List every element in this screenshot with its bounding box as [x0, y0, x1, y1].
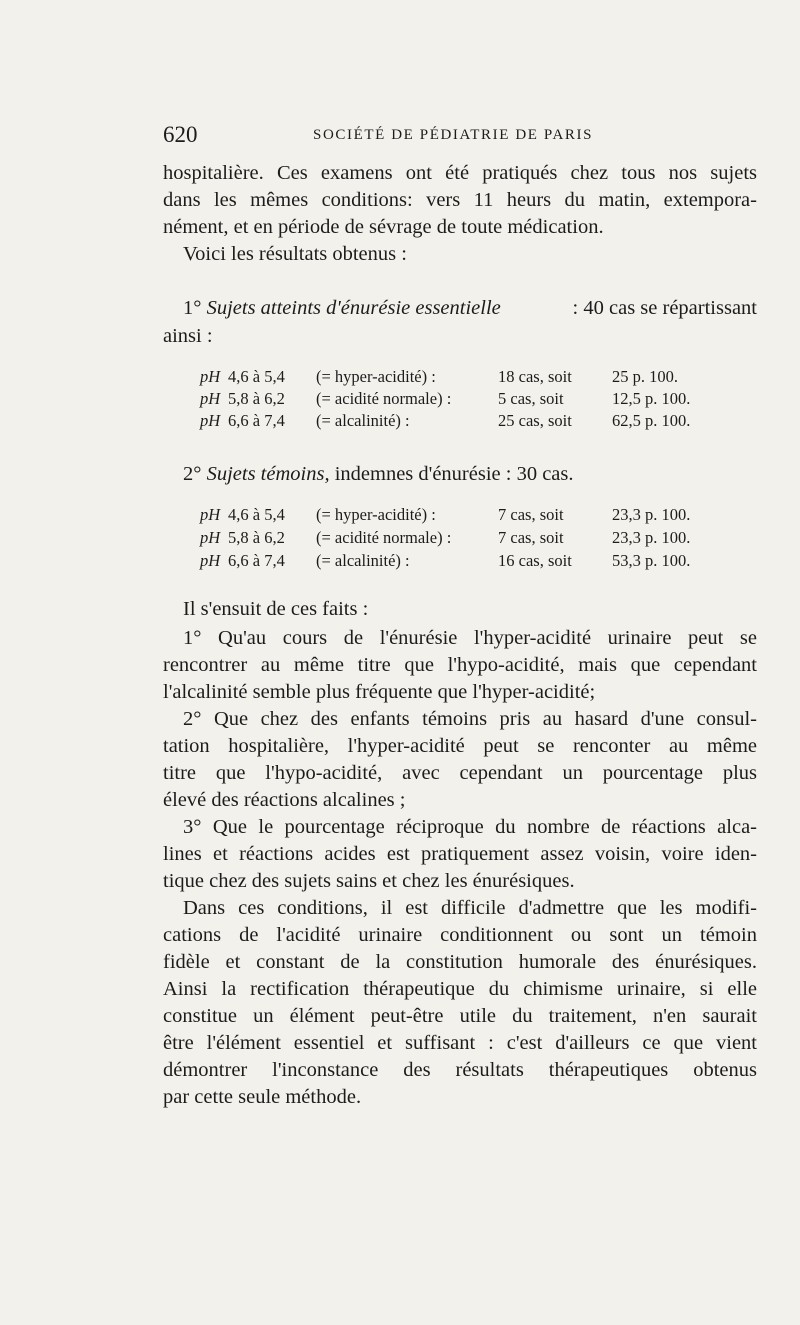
group1-continuation: ainsi :: [163, 325, 213, 347]
text-line: tique chez des sujets sains et chez les énurésiques.: [163, 870, 575, 892]
text-line: fidèle et constant de la constitution humorale des énurésiques.: [163, 951, 757, 973]
group2-number: 2°: [183, 463, 202, 485]
text-line: l'alcalinité semble plus fréquente que l'hyper-acidité;: [163, 681, 596, 703]
text-line: 3° Que le pourcentage réciproque du nombre de réactions alca-: [183, 816, 757, 838]
text-line: rencontrer au même titre que l'hypo-acidité, mais que cependant: [163, 654, 757, 676]
text-line: constitue un élément peut-être utile du traitement, n'en saurait: [163, 1005, 757, 1027]
text-line: élevé des réactions alcalines ;: [163, 789, 406, 811]
group1-title-rest: : 40 cas se répartissant: [572, 297, 757, 319]
text-line: par cette seule méthode.: [163, 1086, 362, 1108]
text-line: nément, et en période de sévrage de toute médication.: [163, 216, 604, 238]
running-head: SOCIÉTÉ DE PÉDIATRIE DE PARIS: [313, 127, 594, 143]
text-line: tation hospitalière, l'hyper-acidité peut se renconter au même: [163, 735, 757, 757]
text-line: Il s'ensuit de ces faits :: [183, 598, 369, 620]
text-line: lines et réactions acides est pratiquement assez voisin, voire iden-: [163, 843, 757, 865]
text-line: démontrer l'inconstance des résultats thérapeutiques obtenus: [163, 1059, 757, 1081]
group1-number: 1°: [183, 297, 202, 319]
page-header: [163, 122, 757, 152]
text-line: 1° Qu'au cours de l'énurésie l'hyper-acidité urinaire peut se: [183, 627, 757, 649]
document-page: 620 SOCIÉTÉ DE PÉDIATRIE DE PARIS hospitalière. Ces examens ont été pratiqués chez tous nos sujets dans les mêmes conditions: vers 11 heurs du matin, extempora- nément, et en période de sévrage de toute médication. Voici les résultats obtenus : 1° Sujets atteints d'énurésie essentielle : 40 cas se répartissant ainsi : pH 4,6 à 5,4 (= hyper-acidité) : 18 cas, soit 25 p. 100. pH 5,8 à 6,2 (= acidité normale) : 5 cas, soit 12,5 p. 100. pH 6,6 à 7,4 (= alcalinité) : 25 cas, soit 62,5 p. 100. 2° Sujets témoins, indemnes d'énurésie : 30 cas. pH 4,6 à 5,4 (= hyper-acidité) : 7 cas, soit 23,3 p. 100. pH 5,8 à 6,2 (= acidité normale) : 7 cas, soit 23,3 p. 100. pH 6,6 à 7,4 (= alcalinité) : 16 cas, soit 53,3 p. 100. Il s'ensuit de ces faits : 1° Qu'au cours de l'énurésie l'hyper-acidité urinaire peut se rencontrer au même titre que l'hypo-acidité, mais que cependant l'alcalinité semble plus fréquente que l'hyper-acidité; 2° Que chez des enfants témoins pris au hasard d'une consul- tation hospitalière, l'hyper-acidité peut se renconter au même titre que l'hypo-acidité, avec cependant un pourcentage plus élevé des réactions alcalines ; 3° Que le pourcentage réciproque du nombre de réactions alca- lines et réactions acides est pratiquement assez voisin, voire iden- tique chez des sujets sains et chez les énurésiques. Dans ces conditions, il est difficile d'admettre que les modifi- cations de l'acidité urinaire conditionnent ou sont un témoin fidèle et constant de la constitution humorale des énurésiques. Ainsi la rectification thérapeutique du chimisme urinaire, si elle constitue un élément peut-être utile du traitement, n'en saurait être l'élément essentiel et suffisant : c'est d'ailleurs ce que vient démontrer l'inconstance des résultats thérapeutiques obtenus par cette seule méthode.: [0, 0, 800, 1325]
text-line: Ainsi la rectification thérapeutique du chimisme urinaire, si elle: [163, 978, 757, 1000]
text-line: cations de l'acidité urinaire conditionnent ou sont un témoin: [163, 924, 757, 946]
page-number: 620: [163, 122, 198, 147]
group2-title: Sujets témoins,: [206, 463, 330, 485]
text-line: dans les mêmes conditions: vers 11 heurs du matin, extempora-: [163, 189, 757, 211]
text-line: être l'élément essentiel et suffisant : c'est d'ailleurs ce que vient: [163, 1032, 757, 1054]
text-line: Dans ces conditions, il est difficile d'admettre que les modifi-: [183, 897, 757, 919]
text-line: titre que l'hypo-acidité, avec cependant un pourcentage plus: [163, 762, 757, 784]
group1-title: Sujets atteints d'énurésie essentielle: [206, 297, 501, 319]
text-line: 2° Que chez des enfants témoins pris au hasard d'une consul-: [183, 708, 757, 730]
text-line: hospitalière. Ces examens ont été pratiqués chez tous nos sujets: [163, 162, 757, 184]
text-line: Voici les résultats obtenus :: [183, 243, 407, 265]
group2-title-rest: indemnes d'énurésie : 30 cas.: [334, 463, 574, 485]
